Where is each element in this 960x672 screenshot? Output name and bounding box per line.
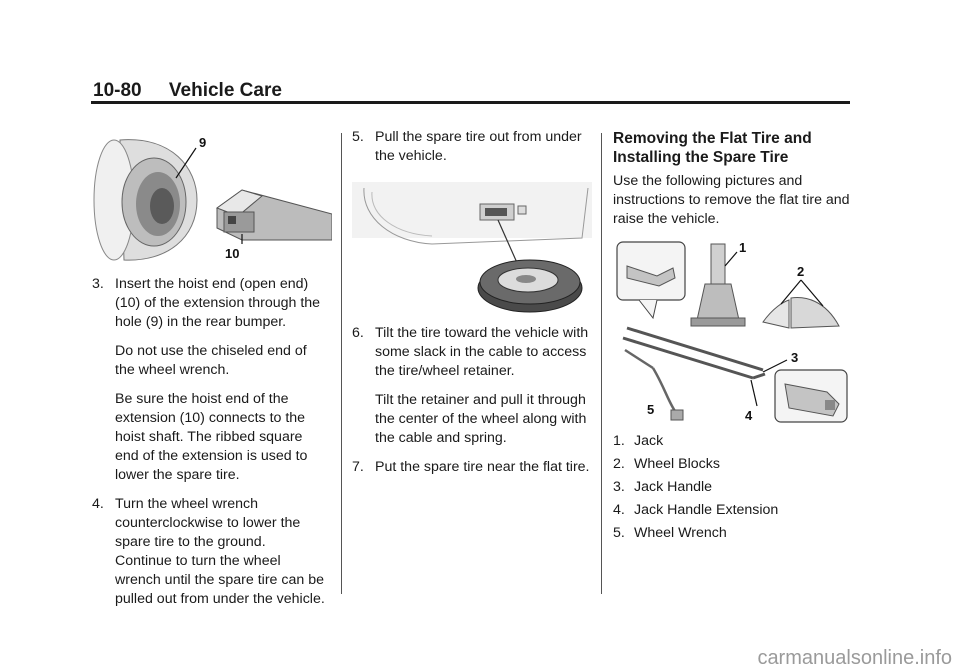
legend-label: Wheel Blocks <box>634 456 720 472</box>
legend-item <box>613 478 778 497</box>
column-divider-left <box>341 133 342 594</box>
list-item <box>352 458 592 477</box>
list-item <box>352 128 592 166</box>
figure-spare-tire-illustration <box>352 178 592 316</box>
step-note: Do not use the chiseled end of the wheel wrench. <box>115 343 307 378</box>
legend-label: Jack <box>634 433 664 449</box>
legend-label: Jack Handle <box>634 479 713 495</box>
section-intro: Use the following pictures and instructions to remove the flat tire and raise the vehicle. <box>613 173 850 227</box>
legend-label: Wheel Wrench <box>634 525 727 541</box>
legend-number: 2. <box>613 456 625 472</box>
step-note: Be sure the hoist end of the extension (10) connects to the hoist shaft. The ribbed square end of the extension is used to lower the spare tire. <box>115 391 308 483</box>
figure-label-4: 4 <box>745 408 753 423</box>
step-number: 5. <box>352 129 364 145</box>
page-header <box>93 80 282 102</box>
figure-spare-tire <box>352 178 592 316</box>
legend-item <box>613 524 778 543</box>
figure-bumper-extension-illustration <box>92 128 332 266</box>
legend-item <box>613 432 778 451</box>
page-title: Vehicle Care <box>168 80 282 101</box>
legend-label: Jack Handle Extension <box>634 502 779 518</box>
step-text: Tilt the tire toward the vehicle with some slack in the cable to access the tire/wheel retainer. <box>375 325 589 379</box>
page-number: 10-80 <box>93 80 142 101</box>
figure-label-2: 2 <box>797 264 805 279</box>
list-item <box>352 324 592 448</box>
watermark: carmanualsonline.info <box>757 647 952 669</box>
figure-label-9: 9 <box>199 135 207 150</box>
legend-number: 3. <box>613 479 625 495</box>
figure-jack-tools <box>613 238 853 426</box>
figure-jack-tools-illustration <box>613 238 853 426</box>
step-number: 6. <box>352 325 364 341</box>
step-number: 4. <box>92 496 104 512</box>
header-rule <box>91 101 850 104</box>
step-text: Turn the wheel wrench counterclockwise to lower the spare tire to the ground. Continue to turn the wheel wrench until the spare tire can be pulled out from under the vehicle. <box>115 496 325 607</box>
figure-label-5: 5 <box>647 402 655 417</box>
step-number: 7. <box>352 459 364 475</box>
legend-number: 5. <box>613 525 625 541</box>
legend-item <box>613 501 778 520</box>
parts-legend <box>613 432 778 547</box>
step-text: Put the spare tire near the flat tire. <box>375 459 590 475</box>
legend-number: 1. <box>613 433 625 449</box>
figure-label-1: 1 <box>739 240 747 255</box>
legend-item <box>613 455 778 474</box>
list-item <box>92 275 326 485</box>
middle-steps-top <box>352 128 592 176</box>
list-item <box>92 495 326 609</box>
middle-steps-bottom <box>352 324 592 487</box>
figure-bumper-extension <box>92 128 332 266</box>
legend-number: 4. <box>613 502 625 518</box>
left-steps-list <box>92 275 326 619</box>
step-text: Pull the spare tire out from under the vehicle. <box>375 129 582 164</box>
figure-label-3: 3 <box>791 350 799 365</box>
step-number: 3. <box>92 276 104 292</box>
column-divider-right <box>601 133 602 594</box>
step-note: Tilt the retainer and pull it through the center of the wheel along with the cable and spring. <box>375 392 587 446</box>
step-text: Insert the hoist end (open end) (10) of the extension through the hole (9) in the rear bumper. <box>115 276 321 330</box>
figure-label-10: 10 <box>225 246 240 261</box>
section-title: Removing the Flat Tire and Installing the Spare Tire <box>613 130 812 166</box>
